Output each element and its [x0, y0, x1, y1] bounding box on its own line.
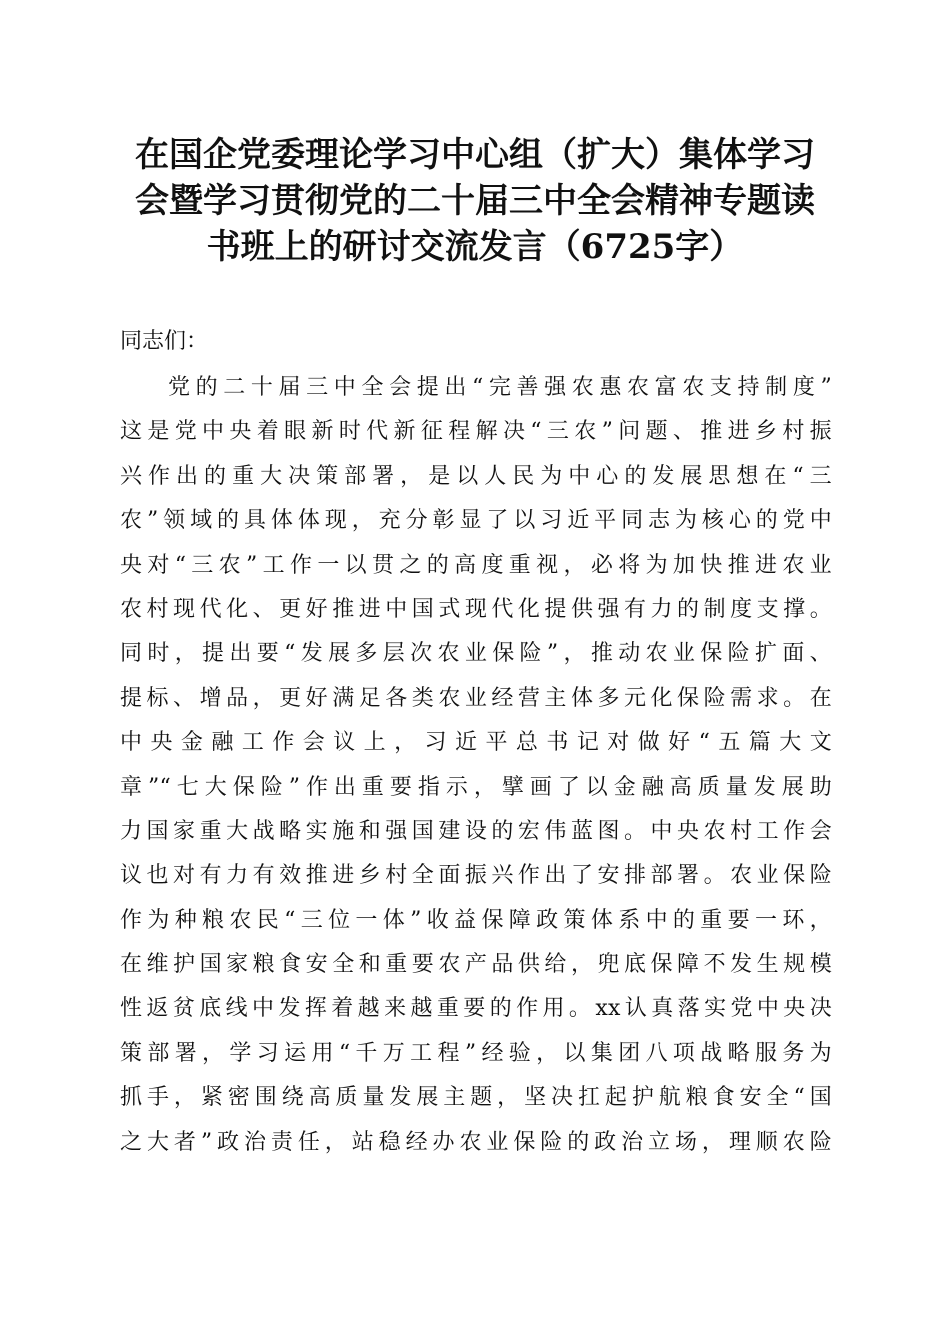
body-line: 农”领域的具体体现，充分彰显了以习近平同志为核心的党中 — [120, 508, 832, 534]
document-title — [100, 132, 850, 270]
body-line: 议也对有力有效推进乡村全面振兴作出了安排部署。农业保险 — [120, 863, 832, 889]
body-line: 抓手，紧密围绕高质量发展主题，坚决扛起护航粮食安全“国 — [120, 1085, 832, 1111]
body-line: 央对“三农”工作一以贯之的高度重视，必将为加快推进农业 — [120, 552, 832, 578]
body-line: 这是党中央着眼新时代新征程解决“三农”问题、推进乡村振 — [120, 419, 832, 445]
body-paragraph — [120, 366, 832, 1165]
body-line: 之大者”政治责任，站稳经办农业保险的政治立场，理顺农险 — [120, 1129, 832, 1155]
body-line: 在维护国家粮食安全和重要农产品供给，兜底保障不发生规模 — [120, 952, 832, 978]
body-line: 中央金融工作会议上，习近平总书记对做好“五篇大文 — [120, 730, 832, 756]
body-line: 农村现代化、更好推进中国式现代化提供强有力的制度支撑。 — [120, 596, 832, 622]
title-line-1: 在国企党委理论学习中心组（扩大）集体学习 — [135, 135, 815, 175]
body-line: 力国家重大战略实施和强国建设的宏伟蓝图。中央农村工作会 — [120, 818, 832, 844]
body-line: 同时，提出要“发展多层次农业保险”，推动农业保险扩面、 — [120, 641, 832, 667]
body-line: 党的二十届三中全会提出“完善强农惠农富农支持制度” — [168, 375, 832, 400]
body-line: 性返贫底线中发挥着越来越重要的作用。xx认真落实党中央决 — [120, 996, 832, 1022]
body-line: 策部署，学习运用“千万工程”经验，以集团八项战略服务为 — [120, 1040, 832, 1066]
body-line: 兴作出的重大决策部署，是以人民为中心的发展思想在“三 — [120, 463, 832, 489]
salutation: 同志们： — [120, 329, 209, 354]
body-line: 章”“七大保险”作出重要指示，擘画了以金融高质量发展助 — [120, 774, 832, 800]
title-line-2: 会暨学习贯彻党的二十届三中全会精神专题读 — [135, 181, 815, 221]
body-line: 作为种粮农民“三位一体”收益保障政策体系中的重要一环， — [120, 907, 832, 933]
body-line: 提标、增品，更好满足各类农业经营主体多元化保险需求。在 — [120, 685, 832, 711]
title-line-3: 书班上的研讨交流发言（6725字） — [206, 227, 744, 267]
